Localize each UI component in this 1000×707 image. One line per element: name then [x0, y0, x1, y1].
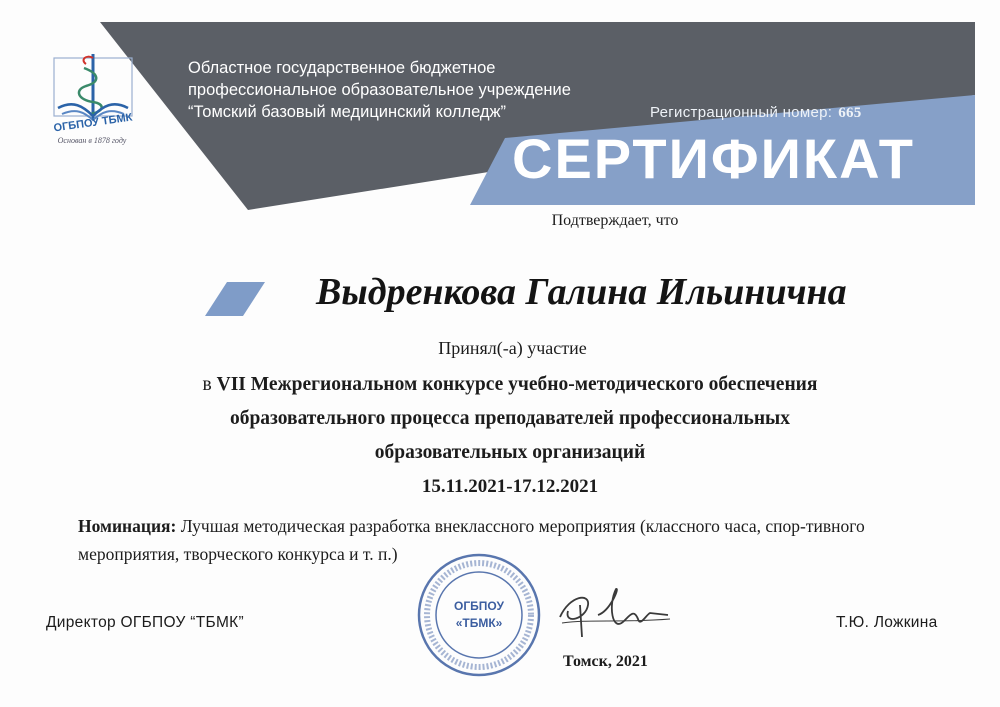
stamp-line-2: «ТБМК»: [455, 616, 503, 630]
registration-value: 665: [838, 105, 862, 121]
nomination-label: Номинация:: [78, 516, 177, 536]
director-signature: [550, 575, 680, 645]
contest-line-2: образовательного процесса преподавателей профессиональных: [229, 408, 791, 429]
logo-founded-text: Основан в 1878 году: [57, 136, 127, 145]
signer-name: Т.Ю. Ложкина: [836, 614, 938, 631]
director-title: Директор ОГБПОУ “ТБМК”: [46, 614, 244, 631]
contest-line-1: VII Межрегиональном конкурсе учебно-методического обеспечения: [216, 374, 818, 395]
institution-name: [188, 57, 628, 123]
recipient-name: Выдренкова Галина Ильинична: [316, 271, 847, 313]
official-stamp: [416, 552, 542, 678]
institution-line-3: “Томский базовый медицинский колледж”: [188, 103, 507, 121]
confirms-text: Подтверждает, что: [551, 212, 679, 229]
contest-line-3: образовательных организаций: [374, 442, 646, 463]
contest-description: [140, 368, 880, 470]
registration-label: Регистрационный номер:: [650, 104, 833, 121]
logo-name: ОГБПОУ ТБМК: [52, 111, 134, 135]
stamp-line-1: ОГБПОУ: [454, 599, 504, 613]
institution-line-2: профессиональное образовательное учреждение: [188, 81, 571, 99]
institution-line-1: Областное государственное бюджетное: [188, 59, 496, 77]
nomination-text: Лучшая методическая разработка внеклассного мероприятия (классного часа, спор-тивного мероприятия, творческого конкурса и т. п.): [78, 516, 865, 564]
contest-dates: 15.11.2021-17.12.2021: [421, 476, 599, 497]
registration-number: [650, 104, 862, 122]
certificate-title: СЕРТИФИКАТ: [512, 127, 915, 190]
contest-prefix: в: [202, 374, 212, 395]
city-year: Томск, 2021: [563, 653, 648, 670]
decorative-slash-icon: [205, 282, 265, 316]
participated-text: Принял(-а) участие: [438, 338, 587, 358]
